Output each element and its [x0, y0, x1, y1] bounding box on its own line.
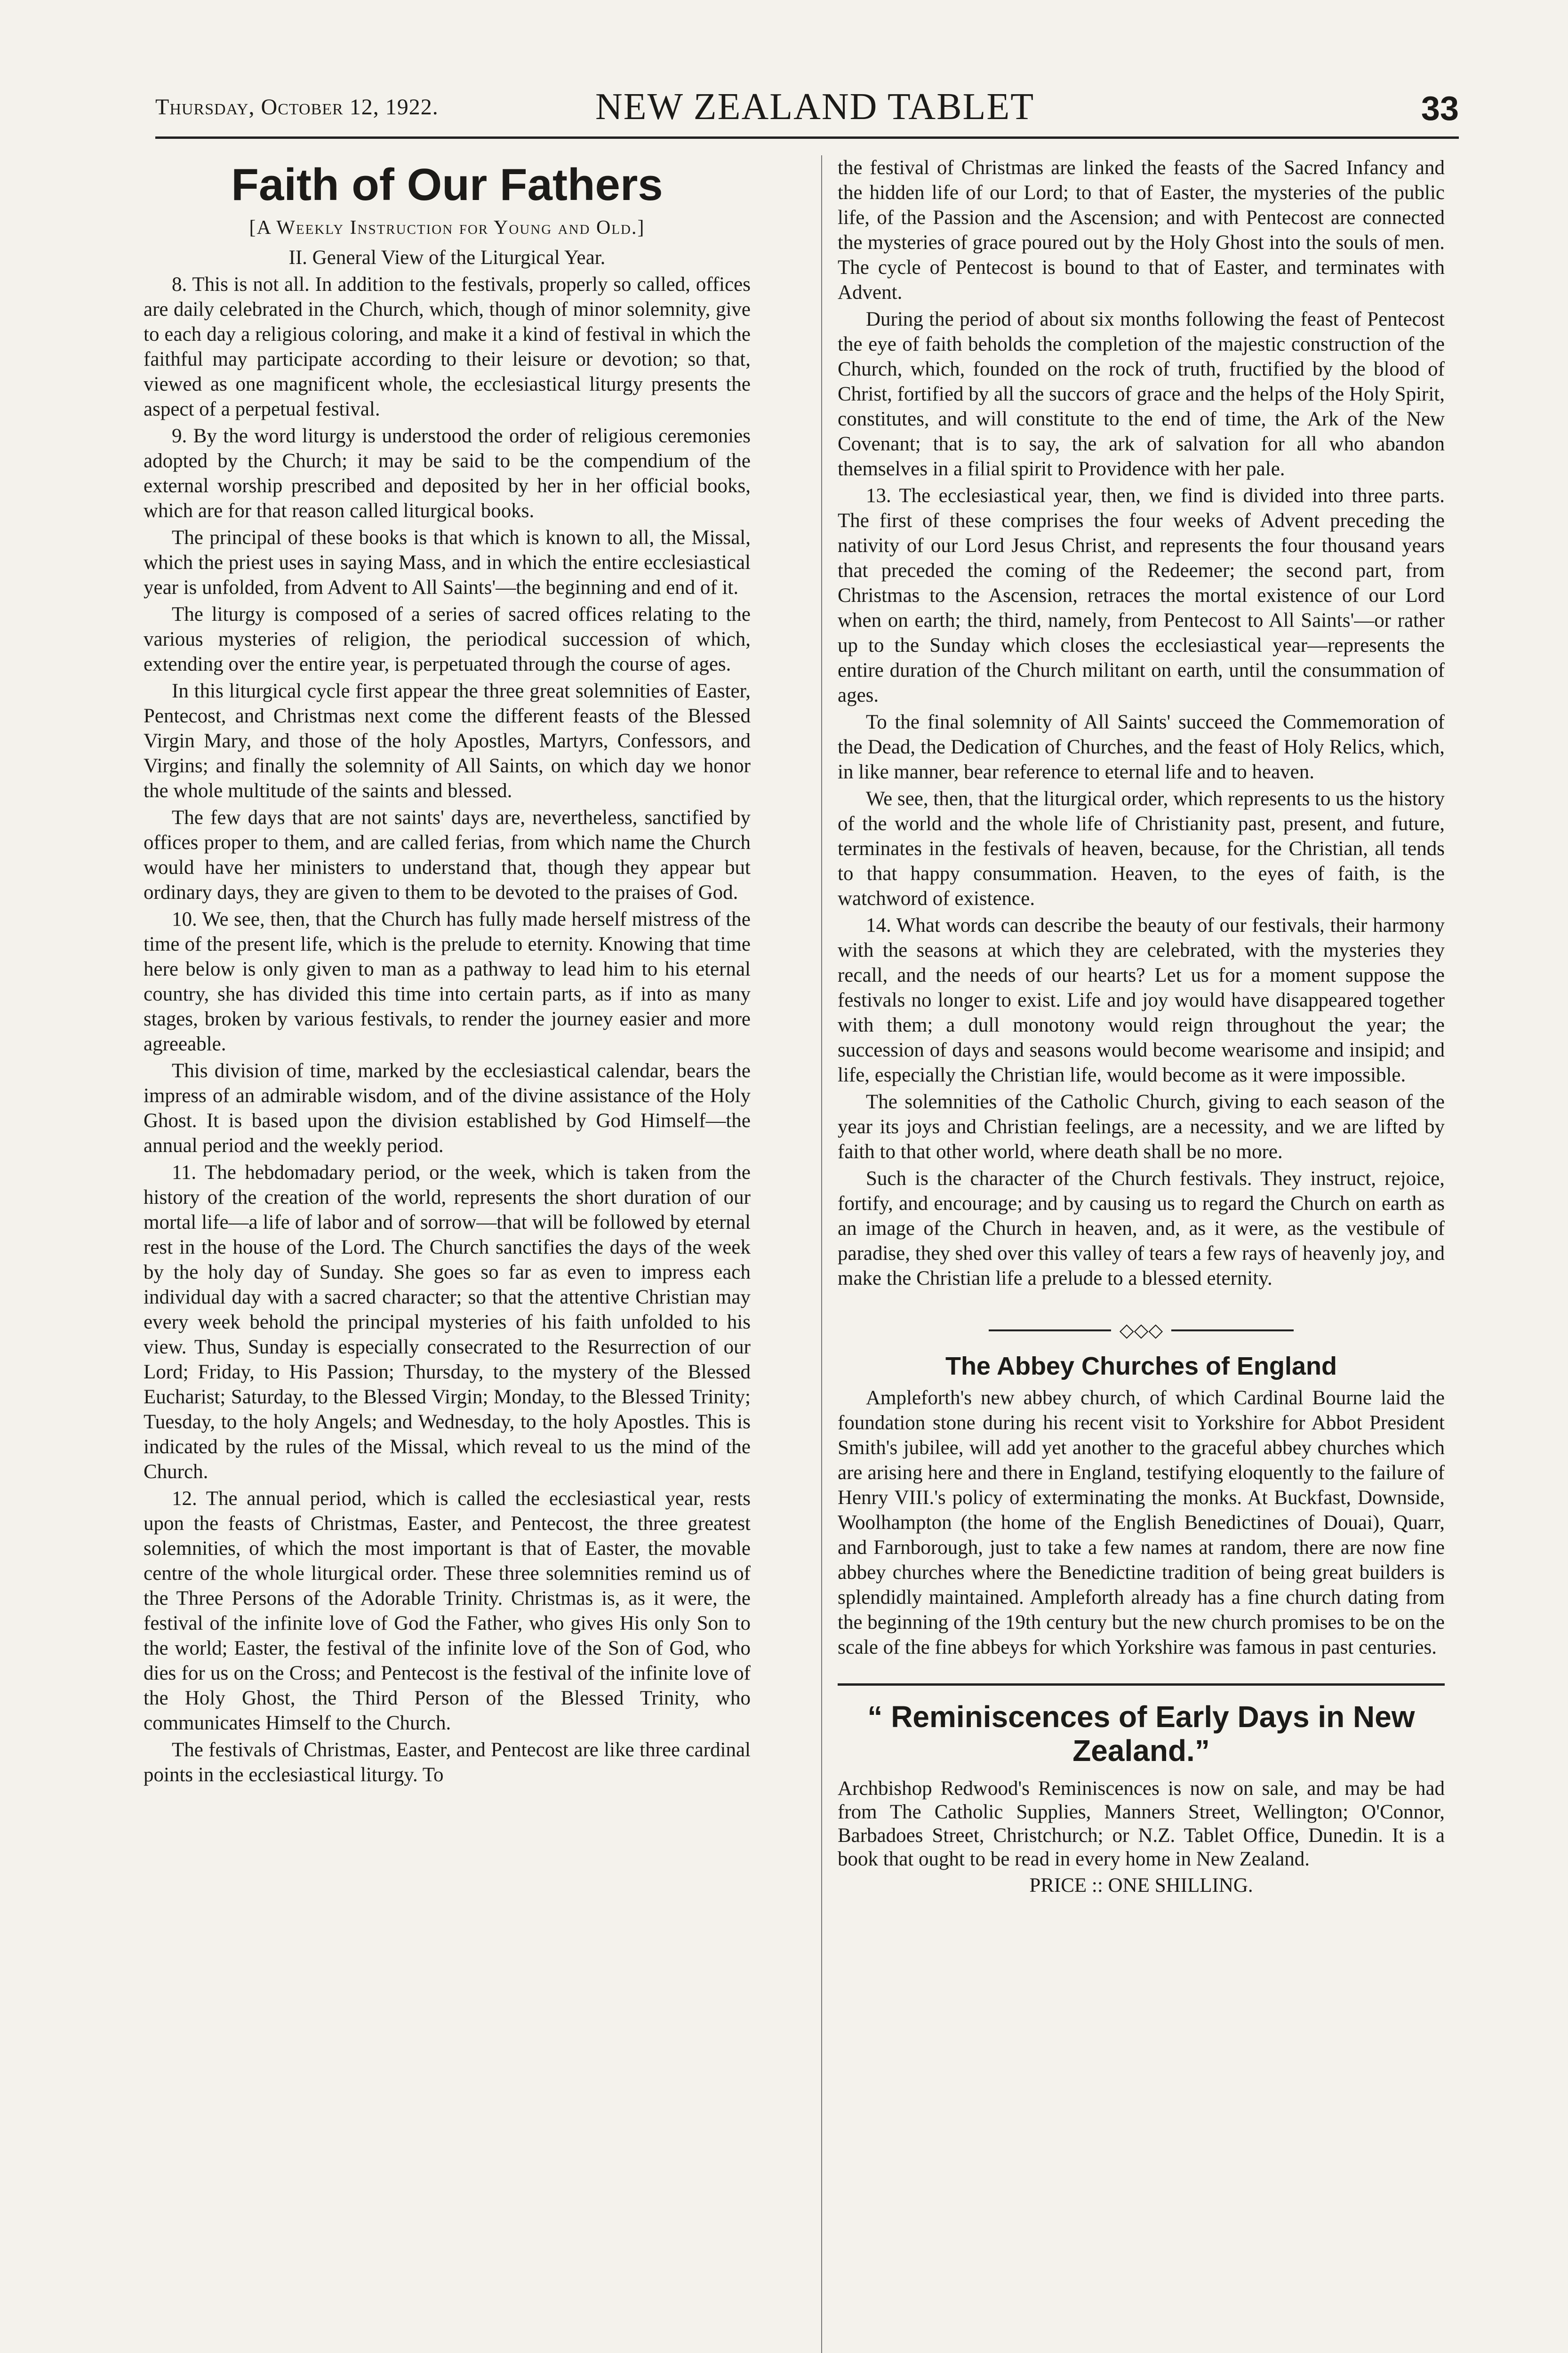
- page-header: [155, 80, 1459, 139]
- ornament-rule-left: [989, 1329, 1111, 1331]
- paragraph: the festival of Christmas are linked the feasts of the Sacred Infancy and the hidden life of our Lord; to that of Easter, the mysteries of the public life, of the Passion and the Ascension; and with Pentecost are connected the mysteries of grace poured out by the Holy Ghost into the souls of men. The cycle of Pentecost is bound to that of Easter, and terminates with Advent.: [838, 157, 1445, 304]
- paragraph: 10. We see, then, that the Church has fully made herself mistress of the time of the present life, which is the prelude to eternity. Knowing that time here below is only given to man as a pathway to lead him to his eternal country, she has divided this time into certain parts, as if into as many stages, broken by various festivals, to render the journey easier and more agreeable.: [144, 908, 751, 1055]
- right-column: [838, 155, 1445, 2353]
- paragraph: 14. What words can describe the beauty of our festivals, their harmony with the seasons at which they are celebrated, with the mysteries they recall, and the needs of our hearts? Let us for a moment suppose the festivals no longer to exist. Life and joy would have disappeared together with them; a dull monotony would reign throughout the year; the succession of days and seasons would become wearisome and insipid; and life, especially the Christian life, would become as it were impossible.: [838, 914, 1445, 1086]
- paragraph: This division of time, marked by the ecclesiastical calendar, bears the impress of an admirable wisdom, and of the divine assistance of the Holy Ghost. It is based upon the division established by God Himself—the annual period and the weekly period.: [144, 1060, 751, 1157]
- reminiscences-title: “ Reminiscences of Early Days in New Zealand.”: [867, 1699, 1415, 1768]
- issue-date: Thursday, October 12, 1922.: [155, 95, 439, 120]
- ornament-rule-right: [1171, 1329, 1294, 1331]
- paragraph: The principal of these books is that which is known to all, the Missal, which the priest uses in saying Mass, and in which the entire ecclesiastical year is unfolded, from Advent to All Saints'—the beginning and end of it.: [144, 527, 751, 599]
- paragraph: 8. This is not all. In addition to the festivals, properly so called, offices are daily celebrated in the Church, which, though of minor solemnity, give to each day a religious coloring, and make it a kind of festival in which the faithful may participate according to their leisure or devotion; so that, viewed as one magnificent whole, the ecclesiastical liturgy presents the aspect of a perpetual festival.: [144, 273, 751, 420]
- paragraph: To the final solemnity of All Saints' succeed the Commemoration of the Dead, the Dedication of Churches, and the feast of Holy Relics, which, in like manner, bear reference to eternal life and to heaven.: [838, 711, 1445, 783]
- masthead-title: NEW ZEALAND TABLET: [595, 86, 1035, 128]
- paragraph: In this liturgical cycle first appear the three great solemnities of Easter, Pentecost, and Christmas next come the different feasts of the Blessed Virgin Mary, and those of the holy Apostles, Martyrs, Confessors, and Virgins; and finally the solemnity of All Saints, on which day we honor the whole multitude of the saints and blessed.: [144, 680, 751, 802]
- paragraph: The solemnities of the Catholic Church, giving to each season of the year its joys and Christian feelings, are a necessity, and we are lifted by faith to that other world, where death shall be no more.: [838, 1091, 1445, 1163]
- page-number: 33: [1421, 90, 1459, 128]
- reminiscences-price: PRICE :: ONE SHILLING.: [1029, 1874, 1253, 1897]
- diamond-ornament-icon: ◇◇◇: [1119, 1319, 1163, 1341]
- paragraph: The liturgy is composed of a series of sacred offices relating to the various mysteries of religion, the periodical succession of which, extending over the entire year, is perpetuated through the course of ages.: [144, 603, 751, 675]
- paragraph: During the period of about six months following the feast of Pentecost the eye of faith beholds the completion of the majestic construction of the Church, which, founded on the rock of truth, fructified by the blood of Christ, fortified by all the succors of grace and the helps of the Holy Spirit, constitutes, and will constitute to the end of time, the Ark of the New Covenant; that is to say, the ark of salvation for all who abandon themselves in a filial spirit to Providence with her pale.: [838, 308, 1445, 480]
- reminiscences-notice: [838, 1683, 1445, 1898]
- column-rule: [821, 155, 822, 2353]
- abbey-article-title: The Abbey Churches of England: [945, 1352, 1337, 1380]
- paragraph: The few days that are not saints' days are, nevertheless, sanctified by offices proper to them, and are called ferias, from which name the Church would have her ministers to understand that, though they appear but ordinary days, they are given to them to be devoted to the praises of God.: [144, 807, 751, 904]
- left-column: [144, 155, 751, 2353]
- article-subtitle: [A Weekly Instruction for Young and Old.]: [249, 217, 645, 239]
- paragraph: 11. The hebdomadary period, or the week, which is taken from the history of the creation of the world, represents the short duration of our mortal life—a life of labor and of sorrow—that will be followed by eternal rest in the house of the Lord. The Church sanctifies the days of the week by the holy day of Sunday. She goes so far as even to impress each individual day with a sacred character; so that the attentive Christian may every week behold the principal mysteries of his faith unfolded to his view. Thus, Sunday is especially consecrated to the Resurrection of our Lord; Friday, to His Passion; Thursday, to the mystery of the Blessed Eucharist; Saturday, to the Blessed Virgin; Monday, to the Blessed Trinity; Tuesday, to the holy Angels; and Wednesday, to the holy Apostles. This is indicated by the rules of the Missal, which reveal to us the mind of the Church.: [144, 1161, 751, 1483]
- paragraph: The festivals of Christmas, Easter, and Pentecost are like three cardinal points in the ecclesiastical liturgy. To: [144, 1739, 751, 1786]
- section-heading: II. General View of the Liturgical Year.: [288, 247, 606, 269]
- paragraph: We see, then, that the liturgical order, which represents to us the history of the world and the whole life of Christianity past, present, and future, terminates in the festivals of heaven, because, for the Christian, all tends to that happy consummation. Heaven, to the eyes of faith, is the watchword of existence.: [838, 788, 1445, 910]
- paragraph: 13. The ecclesiastical year, then, we find is divided into three parts. The first of these comprises the four weeks of Advent preceding the nativity of our Lord Jesus Christ, and represents the four thousand years that preceded the coming of the Redeemer; the second part, from Christmas to the Ascension, retraces the mortal existence of our Lord when on earth; the third, namely, from Pentecost to All Saints'—or rather up to the Sunday which closes the ecclesiastical year—represents the entire duration of the Church militant on earth, until the consummation of ages.: [838, 485, 1445, 706]
- section-ornament: [838, 1319, 1445, 1340]
- article-title: Faith of Our Fathers: [231, 160, 663, 210]
- paragraph: Such is the character of the Church festivals. They instruct, rejoice, fortify, and encourage; and by causing us to regard the Church on earth as an image of the Church in heaven, and, as it were, as the vestibule of paradise, they shed over this valley of tears a few rays of heavenly joy, and make the Christian life a prelude to a blessed eternity.: [838, 1168, 1445, 1289]
- paragraph: 9. By the word liturgy is understood the order of religious ceremonies adopted by the Church; it may be said to be the compendium of the external worship prescribed and deposited by her in her official books, which are for that reason called liturgical books.: [144, 425, 751, 522]
- reminiscences-body: Archbishop Redwood's Reminiscences is now on sale, and may be had from The Catholic Supplies, Manners Street, Wellington; O'Connor, Barbadoes Street, Christchurch; or N.Z. Tablet Office, Dunedin. It is a book that ought to be read in every home in New Zealand.: [838, 1777, 1445, 1870]
- abbey-article-body: Ampleforth's new abbey church, of which Cardinal Bourne laid the foundation stone during his recent visit to Yorkshire for Abbot President Smith's jubilee, will add yet another to the graceful abbey churches which are arising here and there in England, testifying eloquently to the failure of Henry VIII.'s policy of exterminating the monks. At Buckfast, Downside, Woolhampton (the home of the English Benedictines of Douai), Quarr, and Farnborough, just to take a few names at random, there are now fine abbey churches where the Benedictine tradition of being great builders is splendidly maintained. Ampleforth already has a fine church dating from the beginning of the 19th century but the new church promises to be on the scale of the fine abbeys for which Yorkshire was famous in past centuries.: [838, 1386, 1445, 1658]
- paragraph: 12. The annual period, which is called the ecclesiastical year, rests upon the feasts of Christmas, Easter, and Pentecost, the three greatest solemnities, of which the most important is that of Easter, the movable centre of the whole liturgical order. These three solemnities remind us of the Three Persons of the Adorable Trinity. Christmas is, as it were, the festival of the infinite love of God the Father, who gives His only Son to the world; Easter, the festival of the infinite love of the Son of God, who dies for us on the Cross; and Pentecost is the festival of the infinite love of the Holy Ghost, the Third Person of the Blessed Trinity, who communicates Himself to the Church.: [144, 1488, 751, 1734]
